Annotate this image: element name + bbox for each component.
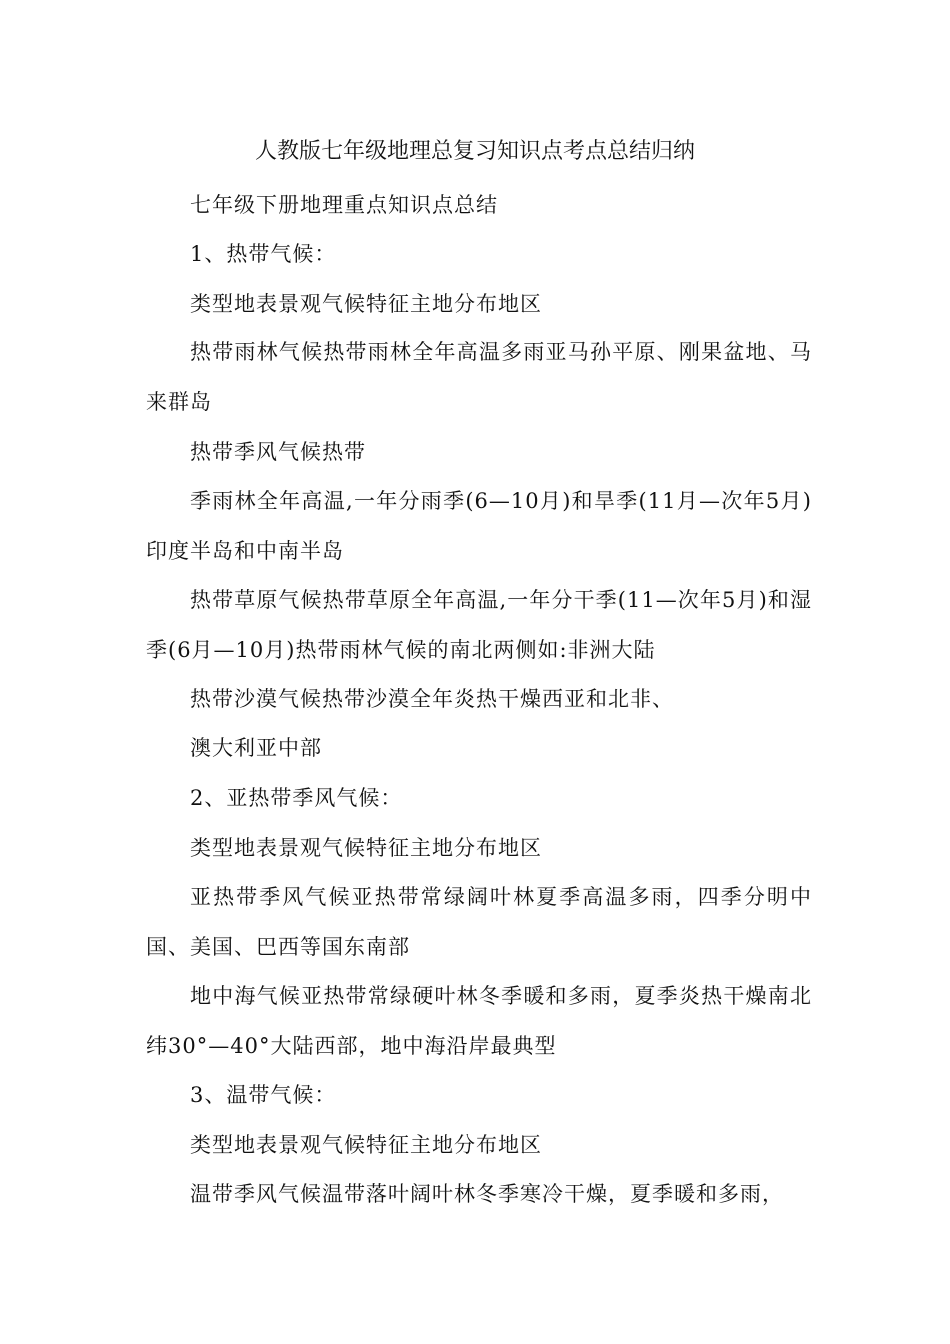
paragraph: 类型地表景观气候特征主地分布地区: [190, 836, 542, 860]
paragraph: 2、亚热带季风气候：: [190, 786, 403, 810]
paragraph: 七年级下册地理重点知识点总结: [190, 193, 498, 217]
paragraph: 类型地表景观气候特征主地分布地区: [190, 292, 542, 316]
paragraph: 热带沙漠气候热带沙漠全年炎热干燥西亚和北非、: [190, 687, 674, 711]
paragraph: 温带季风气候温带落叶阔叶林冬季寒冷干燥，夏季暖和多雨，: [190, 1182, 784, 1206]
paragraph: 热带雨林气候热带雨林全年高温多雨亚马孙平原、刚果盆地、马来群岛: [146, 340, 812, 414]
paragraph: 3、温带气候：: [190, 1083, 337, 1107]
paragraph: 亚热带季风气候亚热带常绿阔叶林夏季高温多雨，四季分明中国、美国、巴西等国东南部: [146, 885, 812, 959]
paragraph: 1、热带气候：: [190, 242, 337, 266]
paragraph: 类型地表景观气候特征主地分布地区: [190, 1133, 542, 1157]
paragraph: 热带草原气候热带草原全年高温,一年分干季(11—次年5月)和湿季(6月—10月)热带雨林气候的南北两侧如:非洲大陆: [146, 588, 812, 662]
paragraph: 季雨林全年高温,一年分雨季(6—10月)和旱季(11月—次年5月)印度半岛和中南半岛: [146, 489, 812, 563]
paragraph: 地中海气候亚热带常绿硬叶林冬季暖和多雨，夏季炎热干燥南北纬30°—40°大陆西部，地中海沿岸最典型: [146, 984, 812, 1058]
document-title: 人教版七年级地理总复习知识点考点总结归纳: [254, 139, 695, 164]
paragraph: 热带季风气候热带: [190, 440, 366, 464]
paragraph: 澳大利亚中部: [190, 736, 322, 760]
